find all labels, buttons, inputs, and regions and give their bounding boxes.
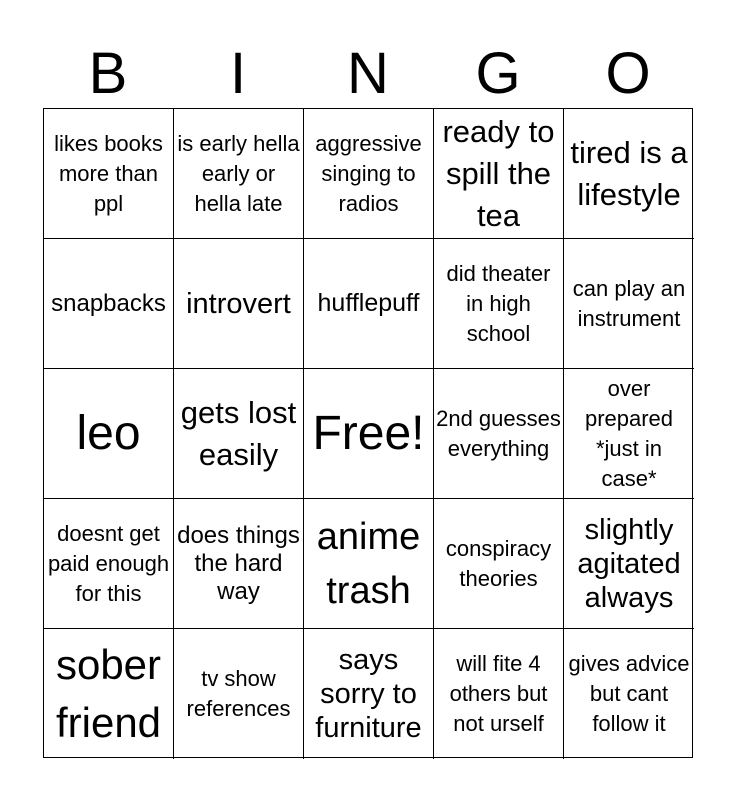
bingo-cell-text: leo bbox=[76, 406, 141, 460]
bingo-cell[interactable] bbox=[44, 109, 174, 239]
bingo-cell-text: will fite 4 others but not urself bbox=[449, 651, 548, 736]
header-letter-n: N bbox=[347, 41, 389, 106]
bingo-cell-text: 2nd guesses everything bbox=[436, 405, 561, 461]
bingo-cell[interactable] bbox=[304, 239, 434, 369]
header-letter-o: O bbox=[605, 41, 651, 106]
bingo-cell-text: anime trash bbox=[316, 515, 421, 612]
bingo-cell[interactable] bbox=[304, 629, 434, 759]
bingo-cell[interactable] bbox=[174, 369, 304, 499]
bingo-cell-text: is early hella early or hella late bbox=[177, 130, 300, 216]
bingo-cell[interactable] bbox=[304, 109, 434, 239]
bingo-cell-text: slightly agitated always bbox=[577, 513, 681, 614]
free-space-text: Free! bbox=[312, 406, 425, 460]
bingo-cell[interactable] bbox=[434, 109, 564, 239]
bingo-cell[interactable] bbox=[174, 239, 304, 369]
bingo-cell[interactable] bbox=[174, 629, 304, 759]
bingo-cell-text: gives advice but cant follow it bbox=[568, 651, 690, 736]
bingo-cell[interactable] bbox=[434, 369, 564, 499]
bingo-cell-text: ready to spill the tea bbox=[442, 113, 555, 233]
bingo-cell[interactable] bbox=[564, 499, 694, 629]
bingo-cell[interactable] bbox=[44, 239, 174, 369]
bingo-cell-text: did theater in high school bbox=[446, 260, 551, 346]
bingo-cell-text: snapbacks bbox=[51, 289, 166, 317]
bingo-cell-text: gets lost easily bbox=[180, 394, 297, 472]
bingo-card-grid bbox=[43, 108, 693, 758]
bingo-cell-text: does things the hard way bbox=[177, 521, 300, 605]
bingo-cell[interactable] bbox=[564, 629, 694, 759]
bingo-cell-text: says sorry to furniture bbox=[315, 644, 422, 744]
bingo-cell-text: likes books more than ppl bbox=[54, 130, 163, 216]
bingo-cell-text: tired is a lifestyle bbox=[570, 134, 688, 212]
bingo-header bbox=[43, 40, 693, 108]
bingo-free-cell[interactable] bbox=[304, 369, 434, 499]
bingo-cell[interactable] bbox=[564, 109, 694, 239]
bingo-cell[interactable] bbox=[434, 499, 564, 629]
bingo-cell-text: hufflepuff bbox=[317, 289, 420, 317]
bingo-cell[interactable] bbox=[434, 239, 564, 369]
bingo-cell[interactable] bbox=[564, 369, 694, 499]
header-letter-i: I bbox=[229, 41, 247, 106]
bingo-cell[interactable] bbox=[564, 239, 694, 369]
header-letter-b: B bbox=[88, 41, 128, 106]
bingo-cell[interactable] bbox=[44, 629, 174, 759]
bingo-cell-text: aggressive singing to radios bbox=[315, 130, 422, 216]
bingo-cell[interactable] bbox=[304, 499, 434, 629]
bingo-cell[interactable] bbox=[44, 499, 174, 629]
bingo-cell[interactable] bbox=[434, 629, 564, 759]
bingo-cell-text: over prepared *just in case* bbox=[584, 375, 674, 491]
bingo-cell-text: conspiracy theories bbox=[445, 535, 552, 591]
bingo-cell-text: introvert bbox=[186, 287, 291, 320]
bingo-cell-text: doesnt get paid enough for this bbox=[47, 520, 170, 606]
bingo-cell[interactable] bbox=[44, 369, 174, 499]
bingo-cell[interactable] bbox=[174, 499, 304, 629]
header-letter-g: G bbox=[475, 41, 521, 106]
bingo-cell-text: sober friend bbox=[55, 641, 162, 746]
bingo-cell-text: tv show references bbox=[186, 666, 291, 721]
bingo-cell-text: can play an instrument bbox=[572, 275, 686, 331]
bingo-cell[interactable] bbox=[174, 109, 304, 239]
